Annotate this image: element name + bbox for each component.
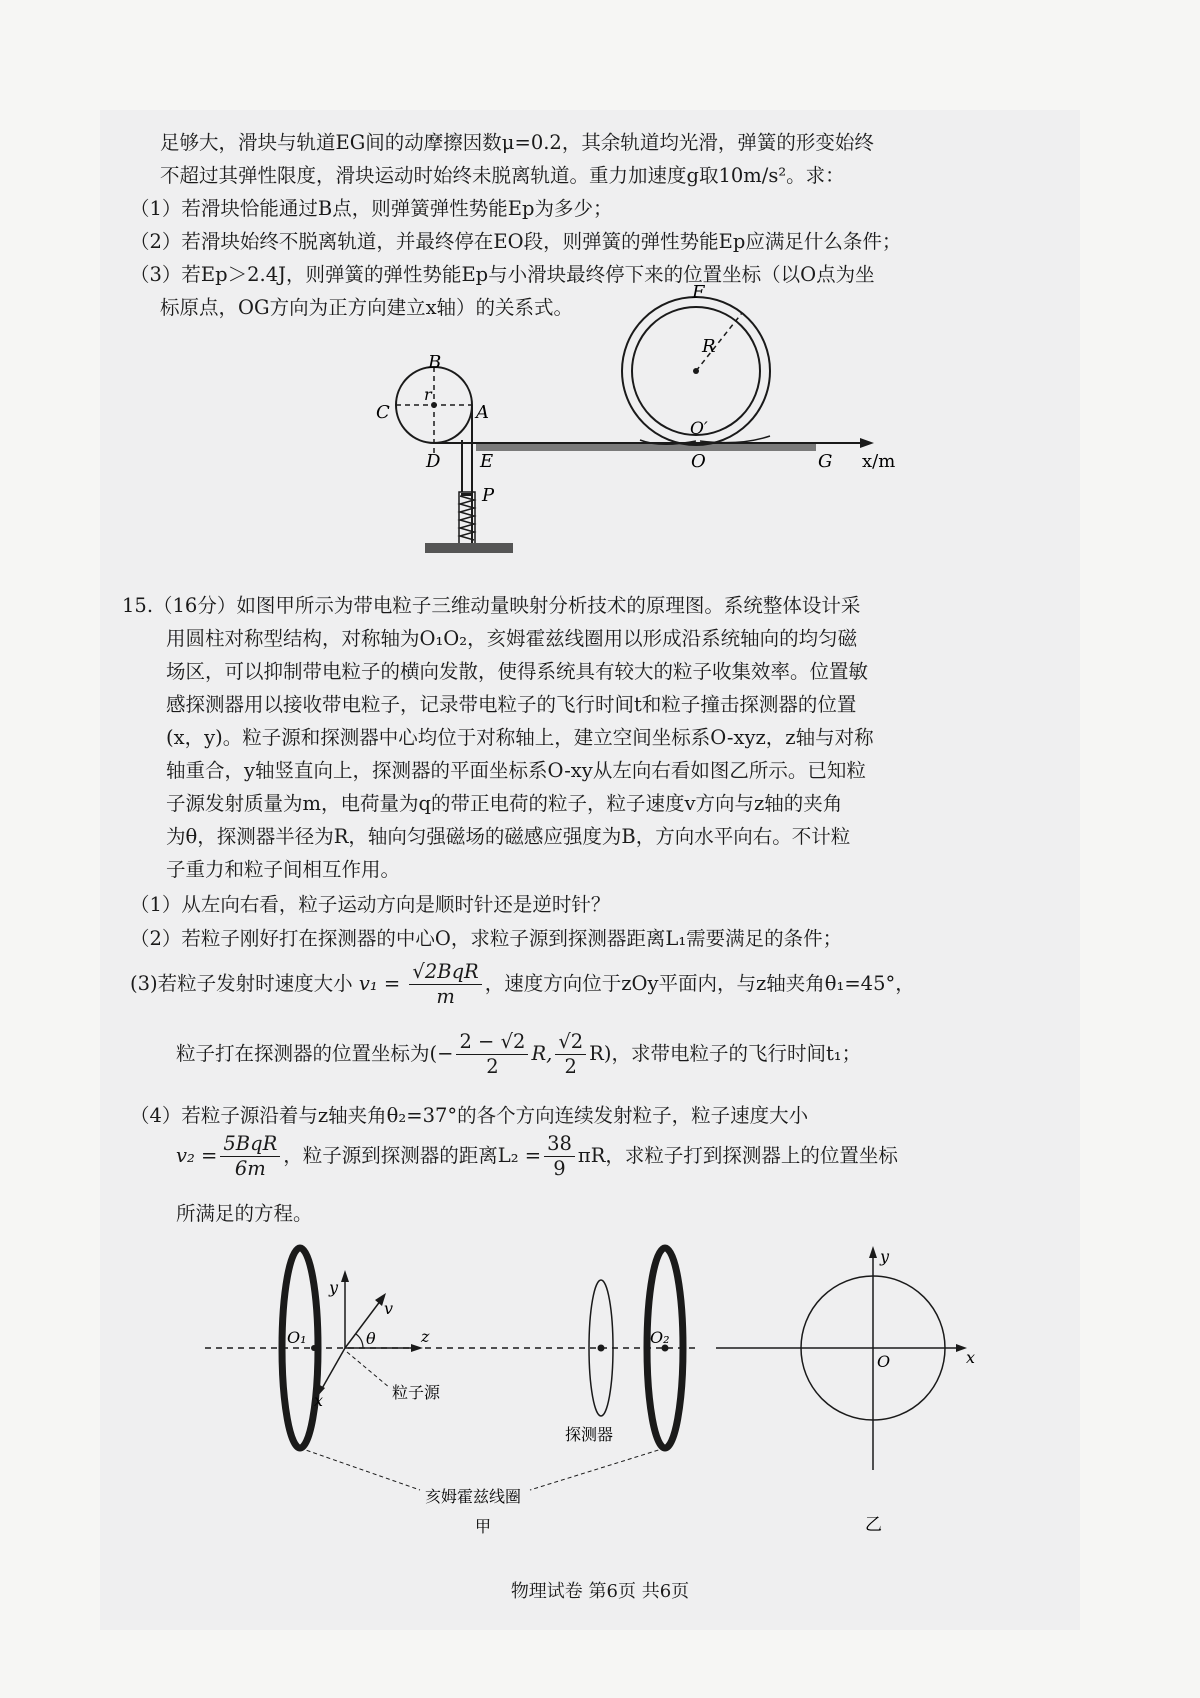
q3b-frac1-den: 2 bbox=[486, 1055, 499, 1078]
label-G: G bbox=[818, 451, 833, 472]
p15-intro-7: 子源发射质量为m，电荷量为q的带正电荷的粒子，粒子速度v方向与z轴的夹角 bbox=[166, 792, 843, 815]
label-R: R bbox=[702, 336, 716, 357]
coil-leader-right bbox=[530, 1448, 665, 1490]
label-theta: θ bbox=[366, 1329, 376, 1348]
slider-block bbox=[461, 493, 473, 496]
q3-frac-num: √2BqR bbox=[409, 960, 481, 985]
q3b-mid: R, bbox=[531, 1042, 553, 1065]
p15-intro-1: 15.（16分）如图甲所示为带电粒子三维动量映射分析技术的原理图。系统整体设计采 bbox=[122, 594, 861, 617]
p14-q1: （1）若滑块恰能通过B点，则弹簧弹性势能Ep为多少； bbox=[130, 197, 613, 220]
q3-frac-den: m bbox=[436, 985, 455, 1008]
q4-fraction-1 bbox=[220, 1132, 280, 1181]
p15-intro-3: 场区，可以抑制带电粒子的横向发散，使得系统具有较大的粒子收集效率。位置敏 bbox=[166, 660, 869, 683]
label-E: E bbox=[480, 451, 494, 472]
label-P: P bbox=[482, 485, 495, 506]
p14-q3-line1: （3）若Ep＞2.4J，则弹簧的弹性势能Ep与小滑块最终停下来的位置坐标（以O点为坐 bbox=[130, 263, 875, 286]
p15-intro-4: 感探测器用以接收带电粒子，记录带电粒子的飞行时间t和粒子撞击探测器的位置 bbox=[166, 693, 857, 716]
q3b-frac1-num: 2 − √2 bbox=[456, 1030, 528, 1055]
O1-point bbox=[311, 1345, 317, 1351]
label-yi: 乙 bbox=[865, 1515, 882, 1535]
q3b-frac2-num: √2 bbox=[555, 1030, 586, 1055]
label-x: x bbox=[314, 1391, 324, 1410]
q4-mid: ，粒子源到探测器的距离L₂ = bbox=[283, 1144, 542, 1167]
label-O1: O₁ bbox=[287, 1328, 307, 1347]
loop-exit bbox=[700, 436, 770, 443]
p15-q3-line1 bbox=[130, 958, 915, 1010]
label-B: B bbox=[428, 352, 442, 373]
source-leader bbox=[347, 1352, 390, 1388]
small-loop-center bbox=[431, 402, 437, 408]
label-y: y bbox=[329, 1278, 339, 1297]
q4-frac2-num: 38 bbox=[544, 1132, 575, 1157]
label-coil: 亥姆霍兹线圈 bbox=[425, 1487, 522, 1506]
q3-prefix: (3)若粒子发射时速度大小 bbox=[130, 972, 353, 995]
p15-q1: （1）从左向右看，粒子运动方向是顺时针还是逆时针？ bbox=[130, 893, 611, 916]
q3-v1: v₁ = bbox=[358, 972, 401, 995]
p15-q2: （2）若粒子刚好打在探测器的中心O，求粒子源到探测器距离L₁需要满足的条件； bbox=[130, 927, 843, 950]
label-O: O bbox=[691, 451, 706, 472]
label-yi-y: y bbox=[880, 1247, 890, 1266]
label-jia: 甲 bbox=[475, 1517, 492, 1536]
q3b-fraction-1 bbox=[456, 1030, 528, 1079]
friction-section-EG bbox=[476, 444, 816, 451]
yi-y-arrow bbox=[869, 1246, 877, 1258]
p15-q4-line3: 所满足的方程。 bbox=[176, 1202, 313, 1225]
theta-arc bbox=[356, 1334, 363, 1348]
q4-suffix: πR，求粒子打到探测器上的位置坐标 bbox=[577, 1144, 898, 1167]
p14-line1: 足够大，滑块与轨道EG间的动摩擦因数μ=0.2，其余轨道均光滑，弹簧的形变始终 bbox=[160, 131, 874, 154]
q3b-suffix: R)，求带电粒子的飞行时间t₁； bbox=[589, 1042, 862, 1065]
p15-intro-9: 子重力和粒子间相互作用。 bbox=[166, 858, 401, 881]
q3b-fraction-2 bbox=[555, 1030, 586, 1079]
p15-intro-2: 用圆柱对称型结构，对称轴为O₁O₂，亥姆霍兹线圈用以形成沿系统轴向的均匀磁 bbox=[166, 627, 858, 650]
q3-fraction bbox=[409, 960, 481, 1009]
q3b-prefix: 粒子打在探测器的位置坐标为(− bbox=[176, 1042, 454, 1065]
label-O2: O₂ bbox=[650, 1328, 670, 1347]
label-x-axis: x/m bbox=[862, 451, 896, 472]
q4-fraction-2 bbox=[544, 1132, 575, 1181]
detector-center bbox=[598, 1345, 605, 1352]
label-D: D bbox=[426, 451, 441, 472]
label-A: A bbox=[476, 402, 489, 423]
q3b-frac2-den: 2 bbox=[564, 1055, 577, 1078]
label-C: C bbox=[376, 402, 390, 423]
label-O-prime: O′ bbox=[690, 419, 708, 439]
q4-frac2-den: 9 bbox=[553, 1157, 566, 1180]
p15-intro-5: (x，y)。粒子源和探测器中心均位于对称轴上，建立空间坐标系O-xyz，z轴与对称 bbox=[166, 726, 874, 749]
q3-suffix: ，速度方向位于zOy平面内，与z轴夹角θ₁=45°， bbox=[484, 972, 915, 995]
label-detector: 探测器 bbox=[565, 1425, 614, 1444]
p14-q3-line2: 标原点，OG方向为正方向建立x轴）的关系式。 bbox=[160, 296, 574, 319]
x-axis bbox=[320, 1348, 345, 1392]
page-footer: 物理试卷 第6页 共6页 bbox=[510, 1581, 690, 1602]
p14-q2: （2）若滑块始终不脱离轨道，并最终停在EO段，则弹簧的弹性势能Ep应满足什么条件； bbox=[130, 230, 902, 253]
p15-q4-line1: （4）若粒子源沿着与z轴夹角θ₂=37°的各个方向连续发射粒子，粒子速度大小 bbox=[130, 1104, 809, 1127]
spring-base bbox=[425, 543, 513, 553]
p15-q3-line2 bbox=[176, 1028, 861, 1080]
q4-frac-den: 6m bbox=[234, 1157, 266, 1180]
p15-intro-8: 为θ，探测器半径为R，轴向匀强磁场的磁感应强度为B，方向水平向右。不计粒 bbox=[166, 825, 851, 848]
label-yi-x: x bbox=[966, 1348, 976, 1367]
label-source: 粒子源 bbox=[392, 1383, 441, 1402]
y-axis-arrow bbox=[341, 1270, 349, 1282]
label-r: r bbox=[424, 385, 432, 404]
helmholtz-figure bbox=[0, 1230, 1200, 1560]
label-v: v bbox=[384, 1299, 394, 1318]
label-yi-O: O bbox=[877, 1352, 891, 1371]
coil-leader-left bbox=[300, 1448, 420, 1490]
label-F: F bbox=[692, 282, 705, 303]
q4-v2: v₂ = bbox=[176, 1144, 218, 1167]
q4-frac-num: 5BqR bbox=[220, 1132, 280, 1157]
label-z: z bbox=[421, 1327, 430, 1346]
x-axis-arrow bbox=[860, 438, 874, 448]
p15-q4-line2 bbox=[176, 1130, 898, 1182]
p15-intro-6: 轴重合，y轴竖直向上，探测器的平面坐标系O-xy从左向右看如图乙所示。已知粒 bbox=[166, 759, 866, 782]
p14-line2: 不超过其弹性限度，滑块运动时始终未脱离轨道。重力加速度g取10m/s²。求： bbox=[160, 164, 845, 187]
